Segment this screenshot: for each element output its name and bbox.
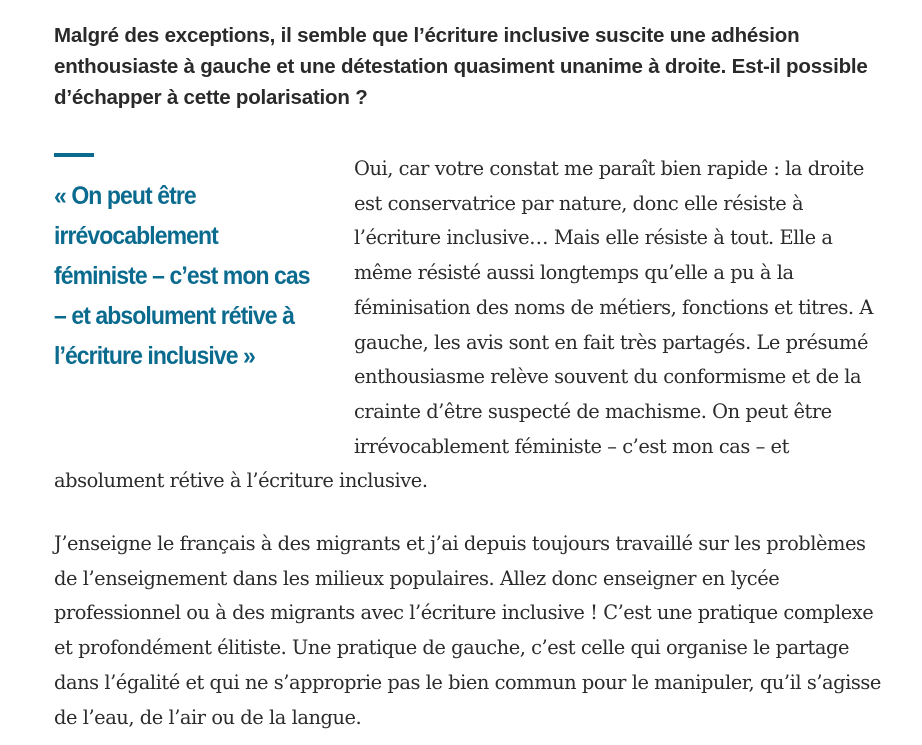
answer-paragraph-2: J’enseigne le français à des migrants et j’ai depuis toujours travaillé sur les problèmes de l’enseignement dans les milieux populaires. Allez donc enseigner en lycée professionnel ou à des migrants avec l’écriture inclusive ! C’est une pratique complexe et profondément élitiste. Une pratique de gauche, c’est celle qui organise le partage dans l’égalité et qui ne s’approprie pas le bien commun pour le manipuler, qu’il s’agisse de l’eau, de l’air ou de la langue. (54, 532, 881, 729)
pull-quote: « On peut être irrévocablement féministe – c’est mon cas – et absolument rétive à l’écriture inclusive » (54, 182, 310, 370)
answer-paragraph-1-text: Oui, car votre constat me paraît bien rapide : la droite est conservatrice par nature, donc elle résiste à l’écriture inclusive… Mais elle résiste à tout. Elle a même résisté aussi longtemps qu’elle a pu à la féminisation des noms de métiers, fonctions et titres. A gauche, les avis sont en fait très partagés. Le présumé enthousiasme relève souvent du conformisme et de la crainte d’être suspecté de machisme. On peut être irrévocablement féministe – c’est mon cas – et absolument rétive à l’écriture inclusive. (54, 157, 873, 493)
interview-question: Malgré des exceptions, il semble que l’écriture inclusive suscite une adhésion enthousiaste à gauche et une détestation quasiment unanime à droite. Est-il possible d’échapper à cette polarisation ? (54, 24, 868, 109)
